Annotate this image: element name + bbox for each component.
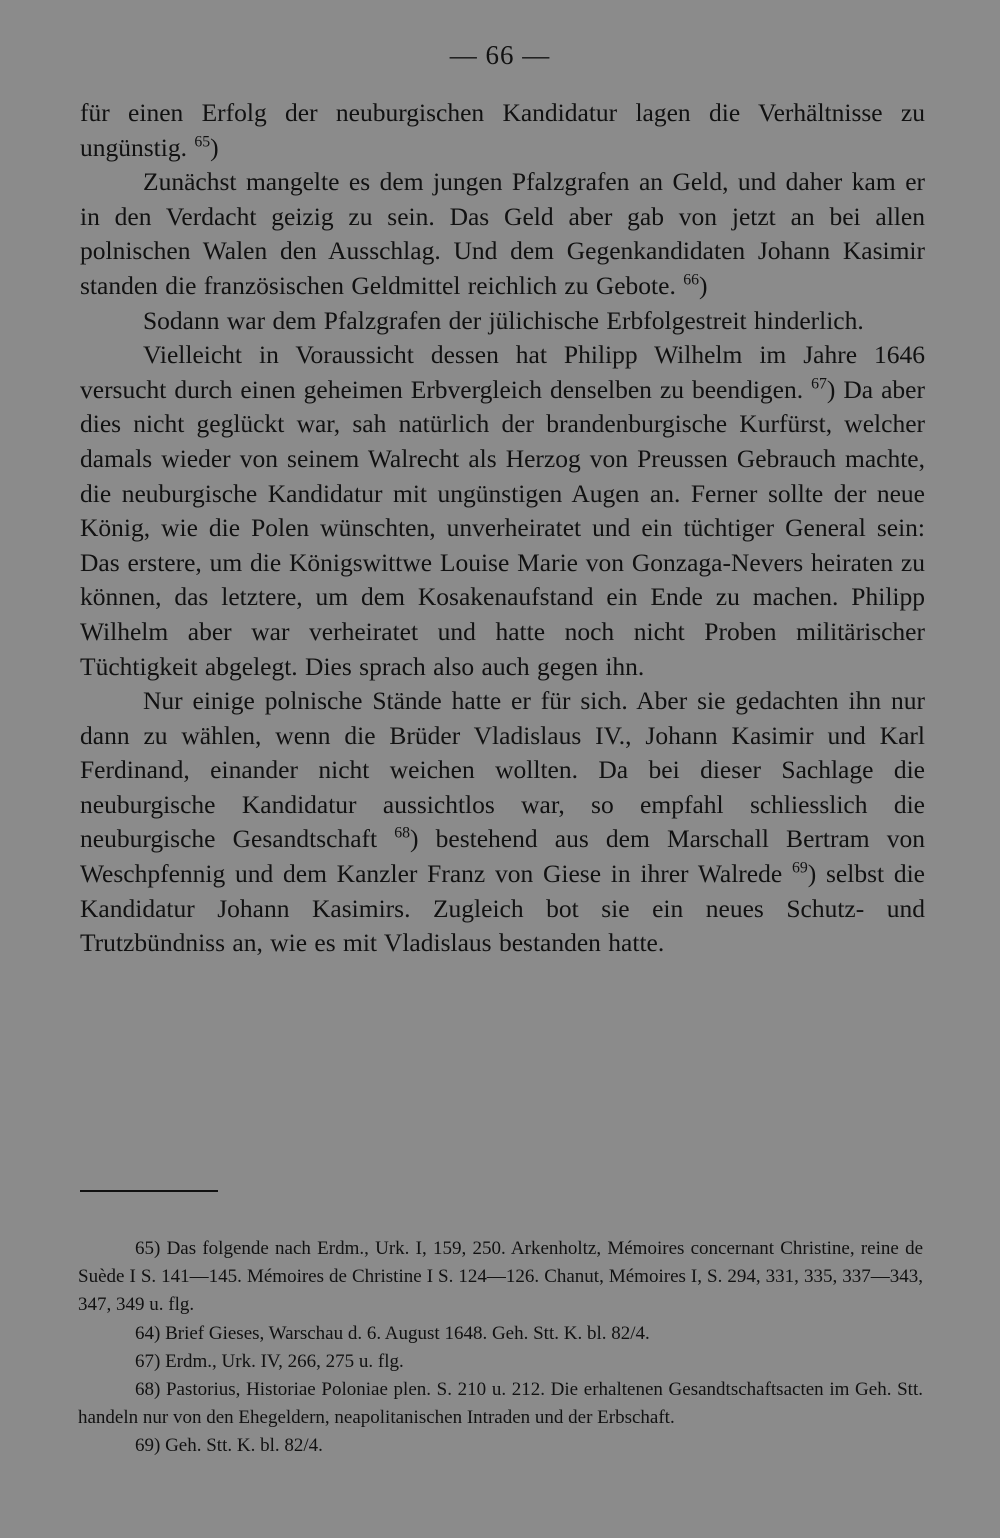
paragraph-text: Vielleicht in Voraussicht dessen hat Philipp Wilhelm im Jahre 1646 versucht durch einen geheimen Erbvergleich denselben zu beendigen.: [80, 340, 925, 404]
body-paragraph: [80, 338, 925, 684]
footnote-reference: 66: [683, 271, 699, 289]
footnotes: [78, 1235, 923, 1461]
paragraph-text: Zunächst mangelte es dem jungen Pfalzgrafen an Geld, und daher kam er in den Verdacht geizig zu sein. Das Geld aber gab von jetzt an bei allen polnischen Walen den Ausschlag. Und dem Gegenkandidaten Johann Kasimir standen die französischen Geldmittel reichlich zu Gebote.: [80, 167, 925, 300]
footnote-reference: 67: [811, 375, 827, 393]
paragraph-text: Nur einige polnische Stände hatte er für sich. Aber sie gedachten ihn nur dann zu wählen, wenn die Brüder Vladislaus IV., Johann Kasimir und Karl Ferdinand, einander nicht weichen wollten. Da bei dieser Sachlage die neuburgische Kandidatur aussichtlos war, so empfahl schliesslich die neuburgische Gesandtschaft: [80, 686, 925, 854]
paragraph-text: ): [699, 270, 708, 300]
footnote-reference: 68: [394, 824, 411, 842]
body-paragraph: [80, 684, 925, 961]
paragraph-text: für einen Erfolg der neuburgischen Kandidatur lagen die Verhältnisse zu ungünstig.: [80, 98, 925, 162]
body-text: [80, 96, 925, 961]
footnote: 65) Das folgende nach Erdm., Urk. I, 159, 250. Arkenholtz, Mémoires concernant Christine, reine de Suède I S. 141—145. Mémoires de Christine I S. 124—126. Chanut, Mémoires I, S. 294, 331, 335, 337—343, 347, 349 u. flg.: [78, 1238, 923, 1316]
footnote-reference: 65: [194, 133, 211, 151]
body-paragraph: [80, 165, 925, 303]
page-number: — 66 —: [449, 40, 551, 70]
paragraph-text: Sodann war dem Pfalzgrafen der jülichische Erbfolgestreit hinderlich.: [143, 305, 864, 335]
body-paragraph: [80, 304, 925, 339]
paragraph-text: ) Da aber dies nicht geglückt war, sah natürlich der brandenburgische Kurfürst, welcher damals wieder von seinem Walrecht als Herzog von Preussen Gebrauch machte, die neuburgische Kandidatur mit ungünstigen Augen an. Ferner sollte der neue König, wie die Polen wünschten, unverheiratet und ein tüchtiger General sein: Das erstere, um die Königswittwe Louise Marie von Gonzaga-Nevers heiraten zu können, das letztere, um dem Kosakenaufstand ein Ende zu machen. Philipp Wilhelm aber war verheiratet und hatte noch nicht Proben militärischer Tüchtigkeit abgelegt. Dies sprach also auch gegen ihn.: [80, 374, 925, 681]
paragraph-text: ) bestehend aus dem Marschall Bertram von Weschpfennig und dem Kanzler Franz von Giese in ihrer Walrede: [80, 824, 925, 889]
footnote: 64) Brief Gieses, Warschau d. 6. August 1648. Geh. Stt. K. bl. 82/4.: [135, 1322, 650, 1344]
footnote: 69) Geh. Stt. K. bl. 82/4.: [135, 1435, 323, 1457]
paragraph-text: ): [210, 132, 219, 162]
footnote: 68) Pastorius, Historiae Poloniae plen. S. 210 u. 212. Die erhaltenen Gesandtschaftsacten im Geh. Stt. handeln nur von den Ehegeldern, neapolitanischen Intraden und der Erbschaft.: [78, 1379, 923, 1429]
body-paragraph: [80, 96, 925, 165]
footnote: 67) Erdm., Urk. IV, 266, 275 u. flg.: [135, 1350, 404, 1372]
paragraph-text: ) selbst die Kandidatur Johann Kasimirs. Zugleich bot sie ein neues Schutz- und Trutzbündniss an, wie es mit Vladislaus bestanden hatte.: [80, 859, 925, 958]
footnote-divider: [80, 1190, 218, 1192]
footnote-reference: 69: [791, 859, 808, 877]
